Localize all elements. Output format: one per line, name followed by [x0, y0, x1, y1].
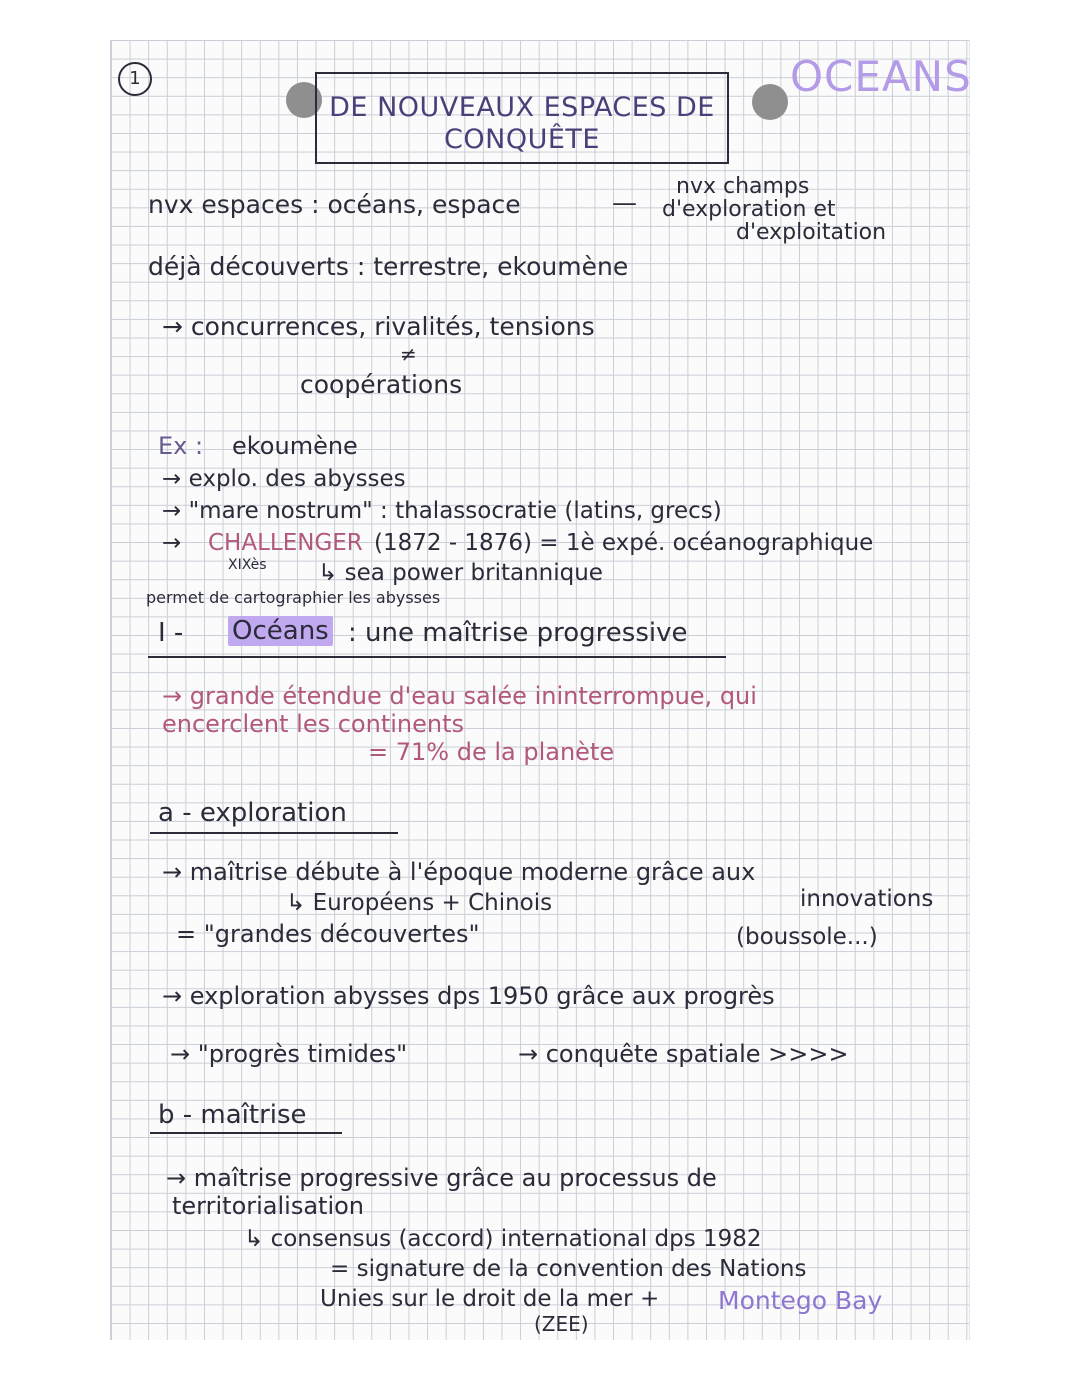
not-equal: ≠: [400, 342, 417, 366]
competition: → concurrences, rivalités, tensions: [162, 312, 595, 341]
example-line-1: → explo. des abysses: [162, 466, 406, 492]
part-a-line-2: ↳ Européens + Chinois: [286, 890, 553, 916]
part-b-line-4: = signature de la convention des Nations: [330, 1256, 807, 1282]
example-text: ekoumène: [232, 432, 358, 460]
new-fields-3: d'exploitation: [736, 220, 887, 245]
section-1-title: : une maîtrise progressive: [348, 618, 688, 648]
part-b-line-6: (ZEE): [534, 1312, 589, 1336]
cooperation: coopérations: [300, 370, 463, 399]
known-spaces: déjà découverts : terrestre, ekoumène: [148, 252, 629, 281]
part-b-heading: b - maîtrise: [158, 1100, 307, 1130]
part-a-line-3: = "grandes découvertes": [176, 920, 480, 948]
title-line-2: CONQUÊTE: [444, 124, 600, 155]
challenger: CHALLENGER: [208, 530, 363, 556]
dash: —: [612, 188, 637, 217]
challenger-arrow: →: [162, 530, 182, 556]
example-label: Ex :: [158, 432, 204, 460]
section-1-number: I -: [158, 618, 184, 648]
part-b-line-2: territorialisation: [172, 1192, 365, 1220]
title-box: [315, 72, 729, 164]
part-a-line-1: → maîtrise débute à l'époque moderne grâce aux: [162, 858, 756, 886]
part-b-line-3: ↳ consensus (accord) international dps 1982: [244, 1226, 762, 1252]
century: XIXès: [228, 557, 267, 573]
challenger-rest: (1872 - 1876) = 1è expé. océanographique: [374, 530, 874, 556]
part-a-line-5: → "progrès timides": [170, 1040, 408, 1068]
mapping: permet de cartographier les abysses: [146, 588, 441, 607]
part-a-underline: [150, 832, 398, 834]
part-a-line-5b: → conquête spatiale >>>>: [518, 1040, 849, 1068]
section-1-highlight: [228, 618, 333, 644]
page-number: 1: [118, 62, 152, 96]
example-line-2: → "mare nostrum" : thalassocratie (latins, grecs): [162, 498, 722, 524]
new-fields-2: d'exploration et: [662, 197, 836, 222]
part-a-line-2b: innovations: [800, 886, 934, 912]
montego-bay: Montego Bay: [718, 1286, 883, 1315]
definition-3: = 71% de la planète: [368, 738, 615, 766]
new-fields-1: nvx champs: [676, 174, 810, 199]
part-b-line-1: → maîtrise progressive grâce au processus de: [166, 1164, 717, 1192]
definition-2: encerclent les continents: [162, 710, 464, 738]
hole-punch-right: [752, 84, 788, 120]
part-a-line-4: → exploration abysses dps 1950 grâce aux progrès: [162, 982, 775, 1010]
section-1-underline: [148, 656, 726, 658]
part-b-underline: [150, 1132, 342, 1134]
part-a-heading: a - exploration: [158, 798, 347, 828]
highlighted-oceans: Océans: [228, 616, 333, 646]
definition-1: → grande étendue d'eau salée ininterrompue, qui: [162, 682, 757, 710]
corner-title: OCEANS: [790, 52, 972, 101]
title-line-1: DE NOUVEAUX ESPACES DE: [329, 92, 715, 123]
part-b-line-5a: Unies sur le droit de la mer +: [320, 1286, 660, 1312]
sea-power: ↳ sea power britannique: [318, 560, 603, 586]
part-a-line-3b: (boussole...): [736, 924, 878, 950]
new-spaces: nvx espaces : océans, espace: [148, 190, 521, 219]
